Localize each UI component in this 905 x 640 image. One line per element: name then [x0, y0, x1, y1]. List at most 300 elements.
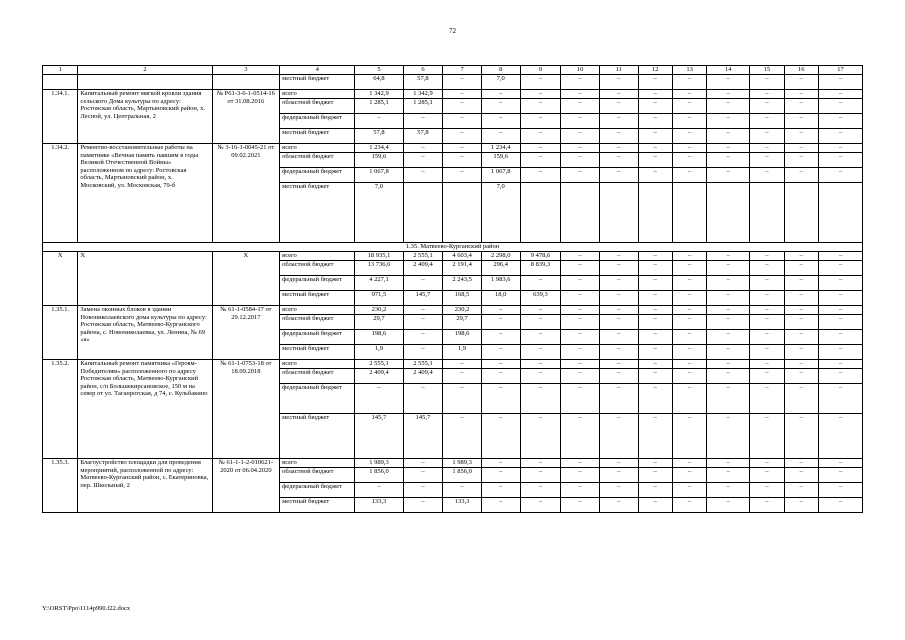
value-cell: –	[403, 483, 443, 498]
value-cell: –	[638, 276, 672, 291]
value-cell: 2 409,4	[355, 369, 403, 384]
value-cell: –	[818, 99, 862, 114]
value-cell: –	[481, 114, 520, 129]
value-cell: –	[638, 99, 672, 114]
value-cell: 13 736,6	[355, 261, 403, 276]
value-cell: 1 856,0	[355, 468, 403, 483]
value-cell: 198,6	[443, 330, 482, 345]
value-cell: –	[561, 330, 600, 345]
value-cell: –	[784, 414, 818, 459]
value-cell: –	[707, 90, 750, 99]
value-cell: –	[818, 90, 862, 99]
column-header: 5	[355, 66, 403, 75]
value-cell: –	[672, 291, 706, 306]
value-cell: –	[672, 144, 706, 153]
funding-source: всего	[280, 459, 355, 468]
value-cell: –	[481, 90, 520, 99]
value-cell: –	[481, 369, 520, 384]
funding-source: областной бюджет	[280, 99, 355, 114]
value-cell: –	[672, 384, 706, 414]
column-header: 12	[638, 66, 672, 75]
value-cell: –	[638, 360, 672, 369]
value-cell: –	[818, 114, 862, 129]
value-cell: 1 856,0	[443, 468, 482, 483]
table-row	[43, 90, 863, 99]
value-cell: –	[520, 99, 561, 114]
value-cell: –	[672, 252, 706, 261]
value-cell: –	[784, 261, 818, 276]
value-cell: –	[561, 153, 600, 168]
value-cell: –	[520, 414, 561, 459]
value-cell: –	[672, 414, 706, 459]
value-cell: –	[599, 360, 638, 369]
item-document: № 61-1-0584-17 от 29.12.2017	[212, 306, 280, 360]
value-cell: –	[750, 459, 784, 468]
value-cell: 133,3	[443, 498, 482, 513]
value-cell: –	[403, 114, 443, 129]
item-number: 1.35.3.	[43, 459, 78, 513]
item-number: 1.35.2.	[43, 360, 78, 459]
value-cell: 159,6	[355, 153, 403, 168]
value-cell: –	[672, 90, 706, 99]
value-cell: –	[443, 114, 482, 129]
value-cell: 1 067,8	[355, 168, 403, 183]
funding-source: областной бюджет	[280, 468, 355, 483]
value-cell: –	[599, 315, 638, 330]
value-cell: –	[672, 498, 706, 513]
value-cell: –	[707, 261, 750, 276]
value-cell: 57,8	[355, 129, 403, 144]
value-cell: –	[561, 261, 600, 276]
value-cell: 7,0	[355, 183, 403, 243]
table-row	[43, 252, 863, 261]
value-cell: –	[599, 330, 638, 345]
value-cell: –	[561, 144, 600, 153]
value-cell: –	[443, 414, 482, 459]
value-cell: –	[599, 261, 638, 276]
value-cell: –	[443, 369, 482, 384]
value-cell: –	[672, 276, 706, 291]
value-cell	[707, 183, 750, 243]
value-cell	[599, 183, 638, 243]
value-cell: –	[784, 276, 818, 291]
value-cell: 57,8	[403, 129, 443, 144]
value-cell: –	[672, 360, 706, 369]
value-cell: 2 191,4	[443, 261, 482, 276]
value-cell: –	[638, 306, 672, 315]
value-cell: –	[443, 90, 482, 99]
value-cell: 2 409,4	[403, 261, 443, 276]
value-cell: 2 555,1	[403, 360, 443, 369]
value-cell: –	[750, 330, 784, 345]
column-header: 16	[784, 66, 818, 75]
value-cell: –	[599, 75, 638, 90]
value-cell: –	[818, 315, 862, 330]
item-document: № 61-1-1-2-010621-2020 от 06.04.2020	[212, 459, 280, 513]
value-cell: –	[481, 345, 520, 360]
value-cell: –	[638, 345, 672, 360]
value-cell: –	[750, 153, 784, 168]
value-cell: –	[599, 414, 638, 459]
value-cell: –	[443, 168, 482, 183]
value-cell: –	[355, 384, 403, 414]
value-cell: –	[561, 276, 600, 291]
item-document: № 61-1-0753-18 от 18.09.2018	[212, 360, 280, 459]
column-header: 15	[750, 66, 784, 75]
funding-source: местный бюджет	[280, 414, 355, 459]
value-cell: –	[672, 315, 706, 330]
value-cell: –	[599, 153, 638, 168]
value-cell: 18,0	[481, 291, 520, 306]
value-cell: 1 342,9	[355, 90, 403, 99]
value-cell: –	[784, 252, 818, 261]
value-cell: –	[599, 468, 638, 483]
column-header: 10	[561, 66, 600, 75]
value-cell: –	[403, 276, 443, 291]
value-cell: –	[355, 483, 403, 498]
value-cell: –	[520, 129, 561, 144]
value-cell: –	[481, 459, 520, 468]
value-cell: –	[599, 483, 638, 498]
value-cell: 145,7	[403, 291, 443, 306]
value-cell: 1 285,1	[355, 99, 403, 114]
value-cell: –	[818, 360, 862, 369]
value-cell: –	[818, 306, 862, 315]
value-cell: –	[403, 153, 443, 168]
value-cell: –	[520, 114, 561, 129]
value-cell: –	[784, 498, 818, 513]
value-cell: –	[818, 276, 862, 291]
value-cell: –	[561, 360, 600, 369]
value-cell: –	[599, 129, 638, 144]
value-cell: –	[672, 168, 706, 183]
value-cell: –	[481, 384, 520, 414]
value-cell: 230,2	[355, 306, 403, 315]
value-cell: –	[561, 90, 600, 99]
empty-cell	[43, 75, 78, 90]
column-header: 13	[672, 66, 706, 75]
value-cell: –	[443, 144, 482, 153]
value-cell: –	[750, 291, 784, 306]
funding-source: всего	[280, 144, 355, 153]
value-cell: –	[818, 330, 862, 345]
value-cell: –	[561, 414, 600, 459]
item-description: Капитальный ремонт мягкой кровли здания сельского Дома культуры по адресу: Ростовская область, Мартыновский район, х. Лесной, ул. Центральная, 2	[78, 90, 212, 144]
value-cell: –	[750, 360, 784, 369]
value-cell: 7,0	[481, 183, 520, 243]
value-cell: –	[672, 261, 706, 276]
value-cell: –	[784, 75, 818, 90]
value-cell: –	[599, 306, 638, 315]
value-cell: –	[443, 153, 482, 168]
value-cell: 159,6	[481, 153, 520, 168]
value-cell: –	[818, 468, 862, 483]
value-cell: –	[818, 129, 862, 144]
footer-file-path: Y:\ORST\Ppo\1114p990.f22.docx	[42, 605, 131, 612]
value-cell: –	[443, 99, 482, 114]
value-cell: –	[784, 90, 818, 99]
value-cell: –	[638, 261, 672, 276]
value-cell: –	[599, 369, 638, 384]
value-cell: –	[561, 306, 600, 315]
column-header: 6	[403, 66, 443, 75]
item-description: Благоустройство площадки для проведения мероприятий, расположенной по адресу: Матвеево-Курганский район, с. Екатериновка, пер. Школьный, 2	[78, 459, 212, 513]
value-cell: –	[481, 129, 520, 144]
value-cell: 64,8	[355, 75, 403, 90]
item-number: 1.34.1.	[43, 90, 78, 144]
value-cell: –	[520, 360, 561, 369]
value-cell: –	[750, 483, 784, 498]
value-cell: –	[481, 306, 520, 315]
section-row	[43, 243, 863, 252]
value-cell: –	[481, 99, 520, 114]
value-cell: –	[672, 468, 706, 483]
value-cell	[672, 183, 706, 243]
funding-source: местный бюджет	[280, 291, 355, 306]
budget-table	[42, 65, 863, 513]
value-cell: –	[784, 468, 818, 483]
value-cell: –	[672, 153, 706, 168]
value-cell: –	[707, 345, 750, 360]
value-cell: 1 234,4	[355, 144, 403, 153]
item-description: X	[78, 252, 212, 306]
page-number: 72	[449, 27, 456, 35]
value-cell: –	[403, 168, 443, 183]
value-cell: –	[707, 498, 750, 513]
value-cell: –	[707, 276, 750, 291]
value-cell: –	[707, 483, 750, 498]
value-cell: –	[599, 276, 638, 291]
funding-source: федеральный бюджет	[280, 114, 355, 129]
value-cell: –	[707, 168, 750, 183]
value-cell: –	[818, 252, 862, 261]
value-cell: –	[403, 330, 443, 345]
value-cell: –	[355, 114, 403, 129]
value-cell: –	[638, 291, 672, 306]
value-cell: –	[672, 75, 706, 90]
value-cell: –	[818, 153, 862, 168]
value-cell: –	[750, 114, 784, 129]
value-cell: 230,2	[443, 306, 482, 315]
value-cell	[818, 183, 862, 243]
value-cell: –	[672, 459, 706, 468]
value-cell: –	[784, 315, 818, 330]
value-cell: –	[520, 75, 561, 90]
value-cell: –	[403, 468, 443, 483]
value-cell: –	[443, 360, 482, 369]
value-cell: –	[750, 276, 784, 291]
value-cell: –	[481, 330, 520, 345]
value-cell: –	[784, 129, 818, 144]
value-cell: –	[707, 468, 750, 483]
value-cell: –	[784, 369, 818, 384]
item-number: 1.35.1.	[43, 306, 78, 360]
value-cell: –	[750, 345, 784, 360]
column-header: 14	[707, 66, 750, 75]
value-cell: –	[672, 306, 706, 315]
value-cell: –	[750, 468, 784, 483]
value-cell: –	[561, 129, 600, 144]
value-cell: –	[599, 114, 638, 129]
value-cell: –	[638, 414, 672, 459]
empty-cell	[212, 75, 280, 90]
value-cell: –	[707, 360, 750, 369]
value-cell	[443, 183, 482, 243]
value-cell: 1 989,3	[355, 459, 403, 468]
value-cell	[638, 183, 672, 243]
value-cell: –	[520, 345, 561, 360]
value-cell: 29,7	[443, 315, 482, 330]
value-cell: –	[818, 261, 862, 276]
value-cell: –	[818, 75, 862, 90]
value-cell: 2 555,1	[403, 252, 443, 261]
item-document: X	[212, 252, 280, 306]
value-cell: –	[638, 315, 672, 330]
value-cell: 1 067,8	[481, 168, 520, 183]
column-header: 3	[212, 66, 280, 75]
funding-source: местный бюджет	[280, 345, 355, 360]
table-row	[43, 360, 863, 369]
value-cell: –	[707, 75, 750, 90]
value-cell: –	[707, 459, 750, 468]
value-cell: –	[818, 369, 862, 384]
value-cell: –	[520, 144, 561, 153]
value-cell: 7,0	[481, 75, 520, 90]
table-row	[43, 144, 863, 153]
value-cell: –	[784, 291, 818, 306]
value-cell: –	[638, 483, 672, 498]
value-cell: –	[561, 459, 600, 468]
item-description: Ремонтно-восстановительные работы на памятнике «Вечная память павшим в годы Великой Отечественной Войны» расположенном по адресу: Ростовская область, Мартыновский район, х. Московский, ул. Московская, 79-б	[78, 144, 212, 243]
value-cell: –	[561, 114, 600, 129]
value-cell: –	[520, 369, 561, 384]
value-cell: –	[520, 306, 561, 315]
value-cell: –	[443, 384, 482, 414]
value-cell: –	[638, 498, 672, 513]
value-cell: –	[638, 129, 672, 144]
value-cell: –	[638, 75, 672, 90]
value-cell: –	[599, 168, 638, 183]
value-cell: –	[599, 291, 638, 306]
value-cell: –	[784, 360, 818, 369]
value-cell	[561, 183, 600, 243]
value-cell: –	[818, 291, 862, 306]
value-cell: –	[520, 168, 561, 183]
value-cell: –	[818, 144, 862, 153]
value-cell: –	[750, 414, 784, 459]
value-cell: –	[750, 129, 784, 144]
value-cell: –	[481, 468, 520, 483]
funding-source: местный бюджет	[280, 129, 355, 144]
funding-source: всего	[280, 90, 355, 99]
value-cell: –	[707, 153, 750, 168]
value-cell: –	[481, 498, 520, 513]
value-cell: –	[561, 468, 600, 483]
value-cell: –	[750, 369, 784, 384]
value-cell: 296,4	[481, 261, 520, 276]
column-header: 8	[481, 66, 520, 75]
value-cell: 198,6	[355, 330, 403, 345]
value-cell: –	[707, 414, 750, 459]
value-cell: –	[784, 483, 818, 498]
value-cell: –	[784, 459, 818, 468]
value-cell: –	[561, 99, 600, 114]
value-cell: –	[784, 114, 818, 129]
item-number: X	[43, 252, 78, 306]
value-cell: –	[561, 291, 600, 306]
value-cell: –	[750, 498, 784, 513]
funding-source: федеральный бюджет	[280, 330, 355, 345]
value-cell: –	[403, 459, 443, 468]
value-cell: 2 409,4	[403, 369, 443, 384]
value-cell: –	[520, 468, 561, 483]
column-header: 4	[280, 66, 355, 75]
value-cell: 4 603,4	[443, 252, 482, 261]
value-cell: 145,7	[403, 414, 443, 459]
value-cell: 2 243,5	[443, 276, 482, 291]
value-cell: –	[599, 99, 638, 114]
value-cell: –	[707, 144, 750, 153]
value-cell: –	[818, 498, 862, 513]
value-cell: 1,9	[443, 345, 482, 360]
value-cell	[784, 183, 818, 243]
value-cell: –	[818, 459, 862, 468]
value-cell: –	[443, 75, 482, 90]
value-cell: –	[638, 114, 672, 129]
funding-source: всего	[280, 360, 355, 369]
value-cell: –	[707, 330, 750, 345]
funding-source: областной бюджет	[280, 369, 355, 384]
column-header: 7	[443, 66, 482, 75]
value-cell: –	[707, 252, 750, 261]
value-cell: –	[707, 384, 750, 414]
value-cell: –	[818, 168, 862, 183]
value-cell	[403, 183, 443, 243]
table-row	[43, 459, 863, 468]
value-cell: –	[750, 75, 784, 90]
item-number: 1.34.2.	[43, 144, 78, 243]
value-cell: 18 935,1	[355, 252, 403, 261]
value-cell: –	[481, 414, 520, 459]
value-cell: –	[750, 261, 784, 276]
value-cell: 1 234,4	[481, 144, 520, 153]
value-cell: –	[638, 252, 672, 261]
value-cell: –	[707, 129, 750, 144]
value-cell: –	[638, 90, 672, 99]
value-cell: 8 839,3	[520, 261, 561, 276]
value-cell: –	[403, 384, 443, 414]
value-cell: –	[520, 459, 561, 468]
section-title: 1.35. Матвеево-Курганский район	[43, 243, 863, 252]
item-description: Замена оконных блоков в здании Новониколаевского дома культуры по адресу: Ростовская область, Матвеево-Курганского района, с. Новониколаевка, ул. Ленина, № 69 «а»	[78, 306, 212, 360]
value-cell: –	[561, 75, 600, 90]
item-description: Капитальный ремонт памятника «Героям-Победителям» расположенного по адресу Ростовская область, Матвеево-Курганский район, с/п Большекирсановское, 150 м на север от ул. Таганрогская, д 74, с. Кульбакино	[78, 360, 212, 459]
empty-cell	[78, 75, 212, 90]
value-cell: –	[784, 153, 818, 168]
value-cell: –	[561, 498, 600, 513]
value-cell: –	[561, 168, 600, 183]
table-row	[43, 306, 863, 315]
value-cell: –	[520, 483, 561, 498]
value-cell: –	[599, 345, 638, 360]
table-row	[43, 75, 863, 90]
value-cell: –	[520, 498, 561, 513]
value-cell: –	[784, 99, 818, 114]
value-cell: –	[784, 306, 818, 315]
value-cell: 29,7	[355, 315, 403, 330]
value-cell: –	[403, 498, 443, 513]
value-cell: 1 989,3	[443, 459, 482, 468]
